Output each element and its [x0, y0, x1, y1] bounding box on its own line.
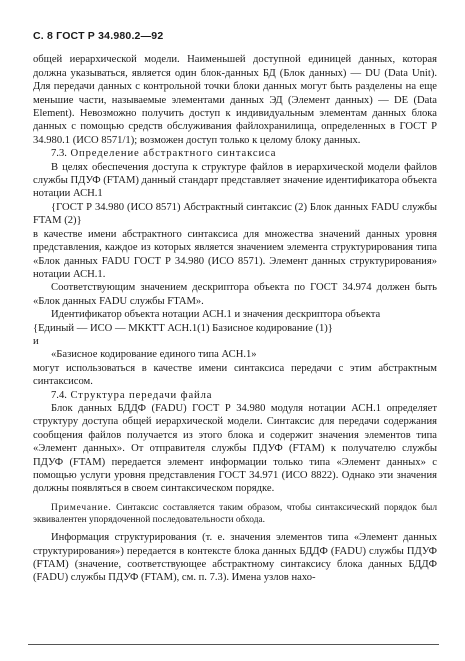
bottom-divider [28, 644, 439, 645]
paragraph-structuring-information: Информация структурирования (т. е. значения элементов типа «Элемент данных структурирования») передается в контексте блока данных БДДФ (FADU) службы ПДУФ (FTAM) (значение, соответствующее абстрактному синтаксису блока данных БДДФ (FADU) службы ПДУФ (FTAM), см. п. 7.3). Имена узлов нахо- [33, 532, 437, 584]
paragraph-access-purpose: В целях обеспечения доступа к структуре файлов в иерархической модели файлов службы ПДУФ (FTAM) данный стандарт представляет значение идентификатора объекта нотации АСН.1 [33, 161, 437, 200]
page-header: С. 8 ГОСТ Р 34.980.2—92 [33, 30, 164, 42]
paragraph-abstract-syntax-name: в качестве имени абстрактного синтаксиса для множества значений данных уровня представления, каждое из которых является значением элемента структурирования типа «Блок данных FADU ГОСТ Р 34.980 (ИСО 8571). Элемент данных структурирования» нотации АСН.1. [33, 228, 437, 280]
section-number: 7.3. [51, 148, 67, 160]
paragraph-hierarchical-model: общей иерархической модели. Наименьшей доступной единицей данных, которая должна указываться, является один блок-данных БД (Блок данных) — DU (Data Unit). Для передачи данных с контрольной точки блоки данных могут быть разделены на еще меньшие части, называемые элементами данных ЭД (Элемент данных) — DE (Data Element). Невозможно получить доступ к индивидуальным элементам данных блока данных с помощью средств обслуживания файлохранилища, определенных в ГОСТ Р 34.980.1 (ИСО 8571/1); возможен доступ только к целому блоку данных. [33, 54, 437, 146]
document-page [33, 30, 437, 585]
object-identifier-abstract-syntax: {ГОСТ Р 34.980 (ИСО 8571) Абстрактный синтаксис (2) Блок данных FADU службы FTAM (2)} [33, 201, 437, 227]
paragraph-transfer-syntax: могут использоваться в качестве имени синтаксиса передачи с этим абстрактным синтаксисом. [33, 362, 437, 388]
object-descriptor-basic-encoding: «Базисное кодирование единого типа АСН.1» [51, 349, 257, 361]
section-title: Структура передачи файла [70, 389, 213, 401]
section-heading-7-4 [33, 389, 437, 402]
note-block [33, 502, 437, 526]
note-label: Примечание. [51, 502, 112, 513]
conjunction-and: и [33, 335, 39, 347]
section-title: Определение абстрактного синтаксиса [70, 148, 277, 160]
section-heading-7-3 [33, 147, 437, 160]
section-number: 7.4. [51, 389, 67, 401]
paragraph-transfer-structure: Блок данных БДДФ (FADU) ГОСТ Р 34.980 модуля нотации АСН.1 определяет структуру доступа общей иерархической модели. Синтаксис для передачи содержания сообщения файлов получается из этого блока и содержит значения элементов типа «Элемент данных». От отправителя службы ПДУФ (FTAM) к получателю службы ПДУФ (FTAM) передается элемент информации только типа «Элемент данных» с помощью услуги уровня представления ГОСТ 34.971 (ИСО 8822). Однако эти значения должны появляться в своем синтаксическом порядке. [33, 402, 437, 495]
paragraph-descriptor-value: Соответствующим значением дескриптора объекта по ГОСТ 34.974 должен быть «Блок данных FADU службы FTAM». [33, 282, 437, 307]
paragraph-identifier-intro: Идентификатор объекта нотации АСН.1 и значения дескриптора объекта [51, 309, 381, 321]
object-identifier-basic-encoding: {Единый — ИСО — МККТТ АСН.1(1) Базисное кодирование (1)} [33, 322, 333, 334]
note-text: Синтаксис составляется таким образом, чтобы синтаксический порядок был эквивалентен упорядоченной последовательности обхода. [33, 502, 438, 526]
